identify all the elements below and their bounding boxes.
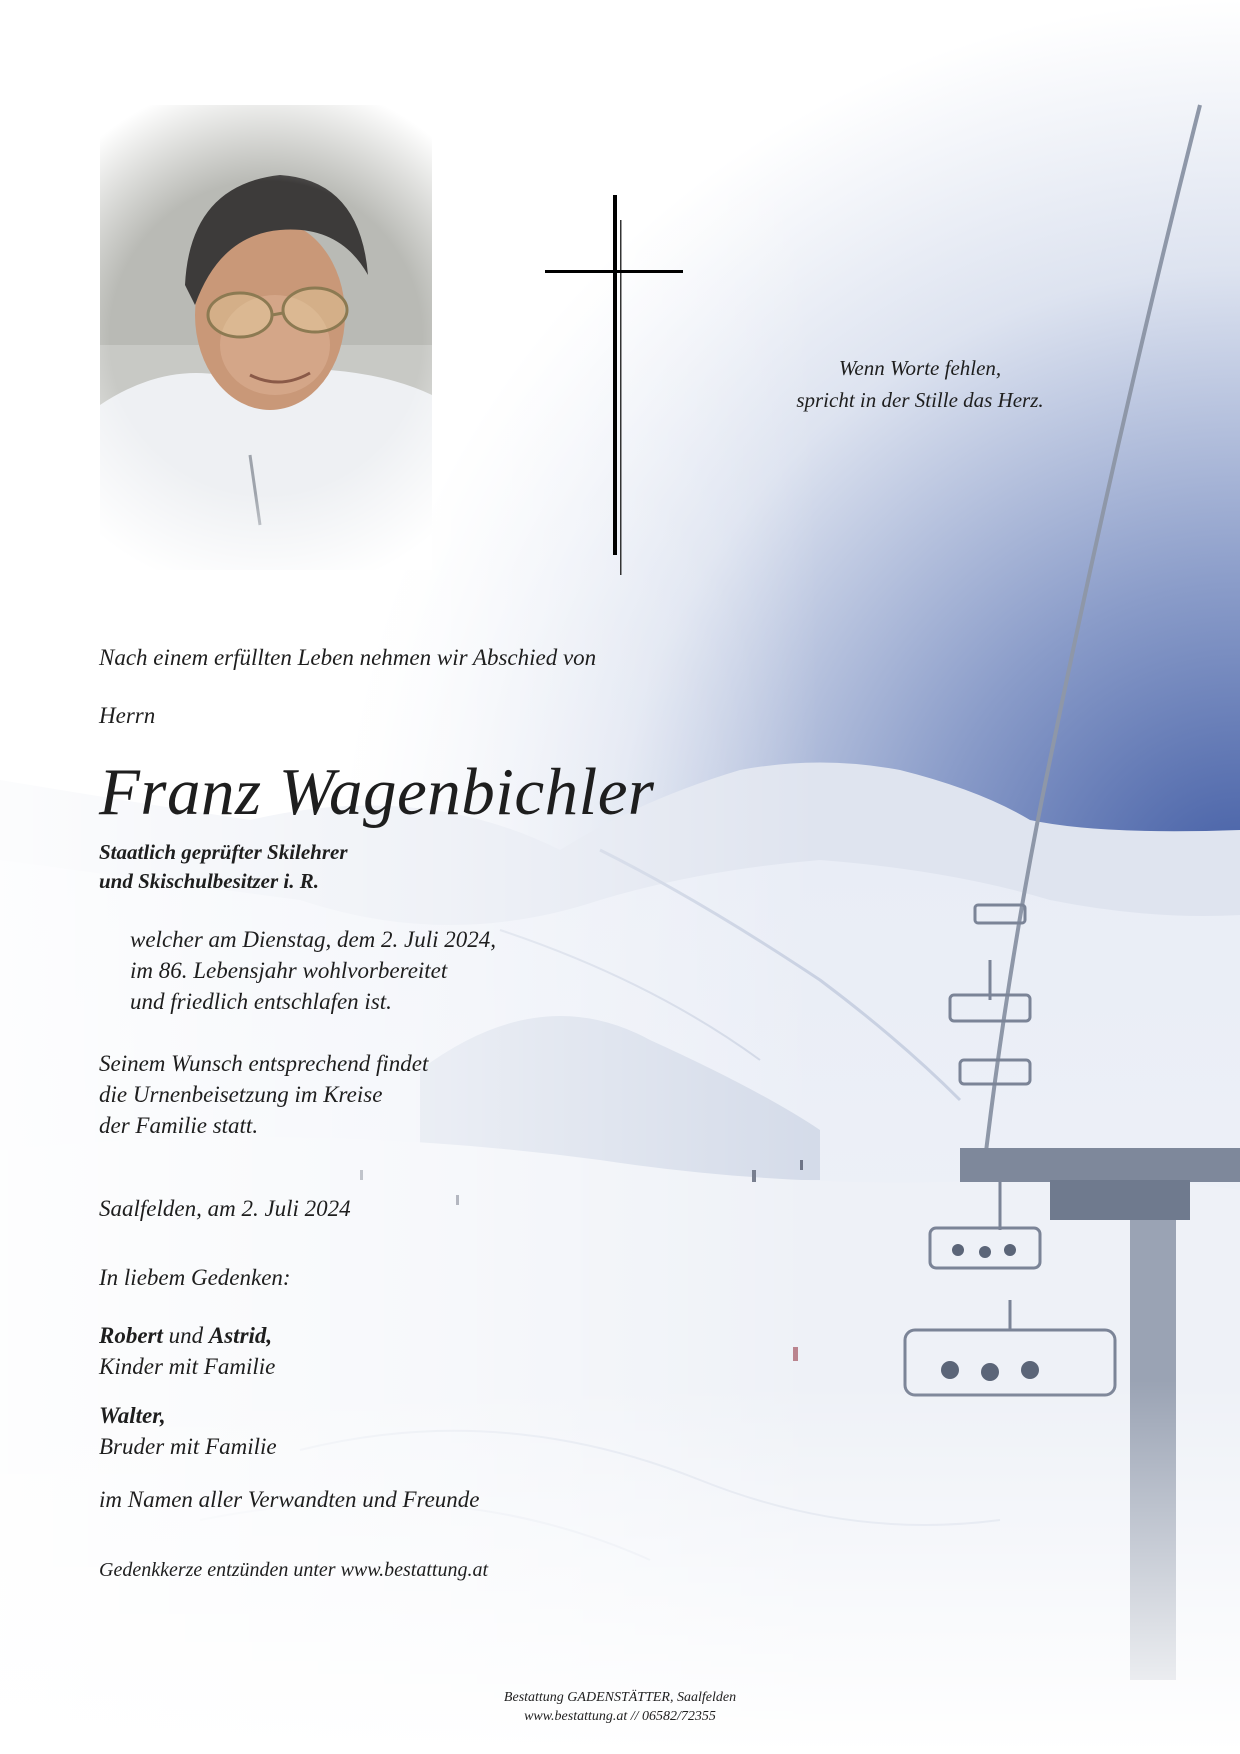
footer-line-1: Bestattung GADENSTÄTTER, Saalfelden xyxy=(503,1690,737,1705)
burial-info xyxy=(99,1048,428,1141)
place-date: Saalfelden, am 2. Juli 2024 xyxy=(99,1196,351,1221)
quote-line-1: Wenn Worte fehlen, xyxy=(838,356,1002,380)
deceased-title xyxy=(99,838,348,896)
brother-relation: Bruder mit Familie xyxy=(99,1434,277,1459)
children-relation: Kinder mit Familie xyxy=(99,1354,276,1379)
death-notice-line-2: im 86. Lebensjahr wohlvorbereitet xyxy=(130,958,448,983)
children-names xyxy=(99,1320,275,1351)
candle-note: Gedenkkerze entzünden unter www.bestattung.at xyxy=(99,1559,489,1581)
burial-line-2: die Urnenbeisetzung im Kreise xyxy=(99,1082,383,1107)
quote-line-2: spricht in der Stille das Herz. xyxy=(796,388,1044,412)
salutation: Herrn xyxy=(99,703,156,728)
mourner-group-children xyxy=(99,1320,275,1382)
death-notice xyxy=(130,924,496,1017)
cross-icon xyxy=(545,195,685,575)
deceased-name: Franz Wagenbichler xyxy=(99,755,655,829)
death-notice-line-3: und friedlich entschlafen ist. xyxy=(130,989,392,1014)
title-line-2: und Skischulbesitzer i. R. xyxy=(99,869,319,893)
footer-line-2: www.bestattung.at // 06582/72355 xyxy=(524,1709,716,1724)
quote xyxy=(720,352,1120,416)
memory-heading: In liebem Gedenken: xyxy=(99,1265,291,1290)
title-line-1: Staatlich geprüfter Skilehrer xyxy=(99,840,348,864)
mourner-name-walter: Walter, xyxy=(99,1403,166,1428)
mourner-and: und xyxy=(162,1323,209,1348)
footer xyxy=(0,1688,1240,1726)
death-notice-line-1: welcher am Dienstag, dem 2. Juli 2024, xyxy=(130,927,497,952)
intro-text: Nach einem erfüllten Leben nehmen wir Abschied von xyxy=(99,645,597,670)
mourner-name-robert: Robert xyxy=(99,1323,163,1348)
burial-line-1: Seinem Wunsch entsprechend findet xyxy=(99,1051,429,1076)
closing-line: im Namen aller Verwandten und Freunde xyxy=(99,1487,480,1512)
mourner-group-brother xyxy=(99,1400,277,1462)
portrait-photo xyxy=(100,105,432,570)
burial-line-3: der Familie statt. xyxy=(99,1113,259,1138)
mourner-name-astrid: Astrid, xyxy=(208,1323,273,1348)
